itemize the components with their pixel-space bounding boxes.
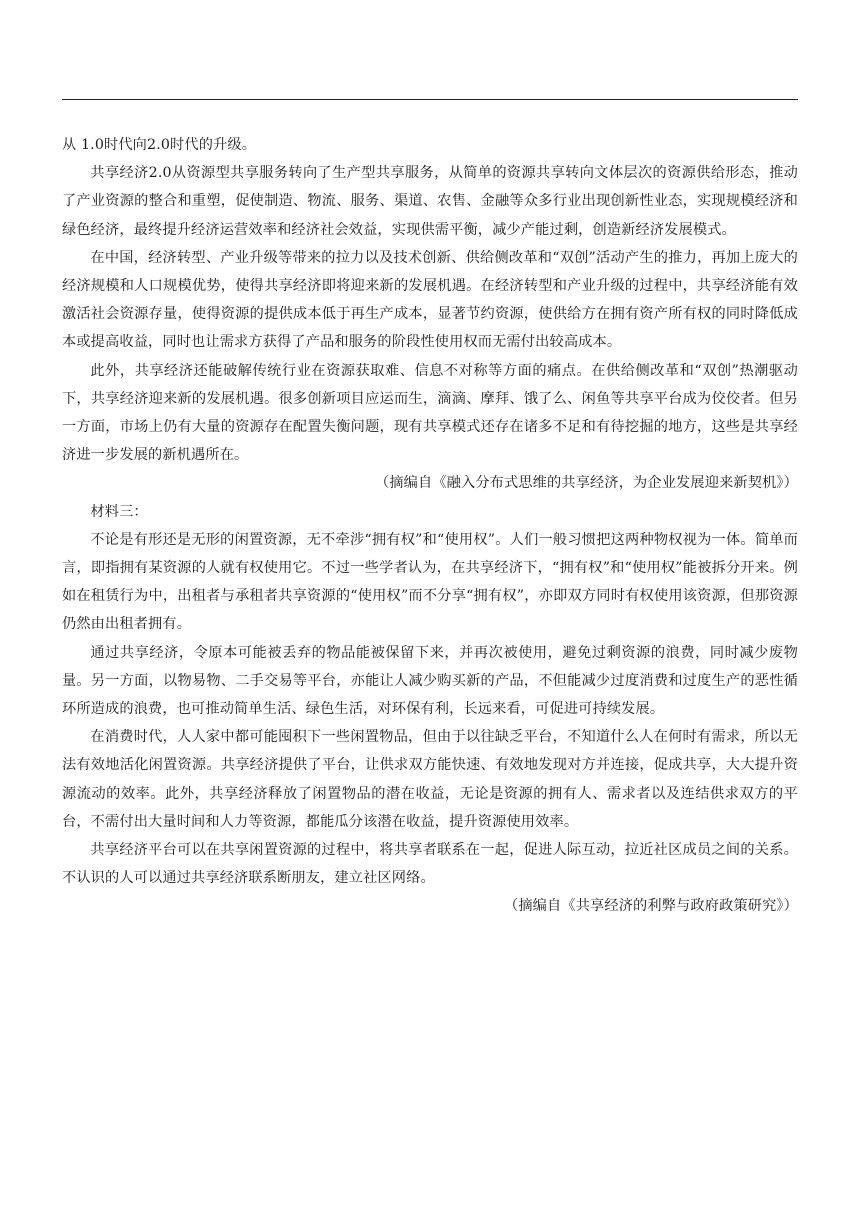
paragraph-community: 共享经济平台可以在共享闲置资源的过程中，将共享者联系在一起，促进人际互动，拉近社区成员之间的关系。不认识的人可以通过共享经济联系断朋友，建立社区网络。 (62, 842, 798, 887)
material-three-heading: 材料三： (90, 503, 148, 520)
source-citation-1: （摘编自《融入分布式思维的共享经济，为企业发展迎来新契机》） (374, 475, 798, 492)
paragraph-idle-resources: 在消费时代，人人家中都可能囤积下一些闲置物品，但由于以往缺乏平台，不知道什么人在何时有需求，所以无法有效地活化闲置资源。共享经济提供了平台，让供求双方能快速、有效地发现对方并连接，促成共享，大大提升资源流动的效率。此外，共享经济释放了闲置物品的潜在收益，无论是资源的拥有人、需求者以及连结供求双方的平台，不需付出大量时间和人力等资源，都能瓜分该潜在收益，提升资源使用效率。 (62, 729, 798, 830)
article-body (62, 131, 798, 921)
paragraph-pain-points: 此外，共享经济还能破解传统行业在资源获取难、信息不对称等方面的痛点。在供给侧改革和“双创”热潮驱动下，共享经济迎来新的发展机遇。很多创新项目应运而生，滴滴、摩拜、饿了么、闲鱼等共享平台成为佼佼者。但另一方面，市场上仍有大量的资源存在配置失衡问题，现有共享模式还存在诸多不足和有待挖掘的地方，这些是共享经济进一步发展的新机遇所在。 (62, 362, 798, 464)
paragraph-waste-reduction: 通过共享经济，令原本可能被丢弃的物品能被保留下来，并再次被使用，避免过剩资源的浪费，同时减少废物量。另一方面，以物易物、二手交易等平台，亦能让人减少购买新的产品，不但能减少过度消费和过度生产的恶性循环所造成的浪费，也可推动简单生活、绿色生活，对环保有利，长远来看，可促进可持续发展。 (62, 644, 798, 718)
paragraph-ownership-use-rights: 不论是有形还是无形的闲置资源，无不牵涉“拥有权”和“使用权”。人们一般习惯把这两种物权视为一体。简单而言，即指拥有某资源的人就有权使用它。不过一些学者认为，在共享经济下，“拥有权”和“使用权”能被拆分开来。例如在租赁行为中，出租者与承租者共享资源的“使用权”而不分享“拥有权”，亦即双方同时有权使用该资源，但那资源仍然由出租者拥有。 (62, 531, 798, 633)
source-citation-2: （摘编自《共享经济的利弊与政府政策研究》） (504, 898, 798, 915)
header-rule (62, 99, 798, 100)
paragraph-continuation: 从 1.0时代向2.0时代的升级。 (62, 137, 257, 153)
paragraph-china-opportunity: 在中国，经济转型、产业升级等带来的拉力以及技术创新、供给侧改革和“双创”活动产生的推力，再加上庞大的经济规模和人口规模优势，使得共享经济即将迎来新的发展机遇。在经济转型和产业升级的过程中，共享经济能有效激活社会资源存量，使得资源的提供成本低于再生产成本，显著节约资源，使供给方在拥有资产所有权的同时降低成本或提高收益，同时也让需求方获得了产品和服务的阶段性使用权而无需付出较高成本。 (62, 249, 798, 351)
paragraph-sharing-economy-2: 共享经济2.0从资源型共享服务转向了生产型共享服务，从简单的资源共享转向文体层次的资源供给形态，推动了产业资源的整合和重塑，促使制造、物流、服务、渠道、农售、金融等众多行业出现创新性业态，实现规模经济和绿色经济，最终提升经济运营效率和经济社会效益，实现供需平衡，减少产能过剩，创造新经济发展模式。 (62, 165, 798, 238)
